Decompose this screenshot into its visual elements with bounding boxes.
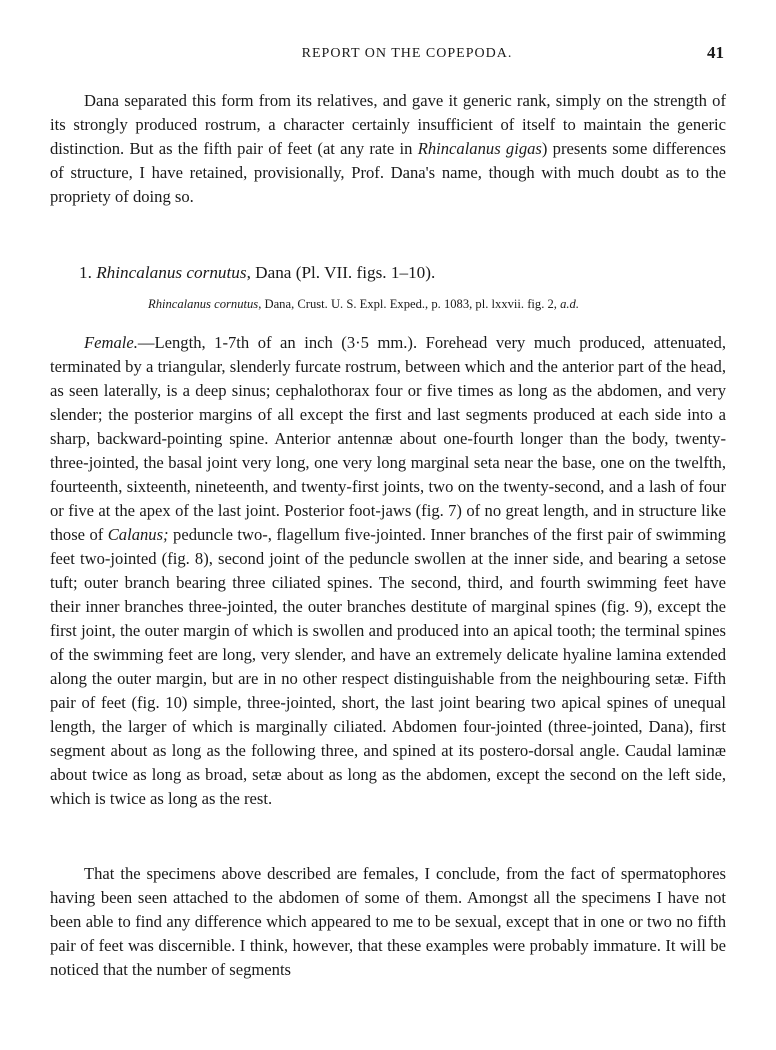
citation-species: Rhincalanus cornutus [148,297,259,311]
intro-text-2: ) presents some differences of structure, I have retained, provisionally, Prof. Dana's name, though with much doubt as to the propriety of doing so. [50,139,726,206]
intro-text-1: Dana separated this form from its relatives, and gave it generic rank, simply on the strength of its strongly produced rostrum, a character certainly insufficient of itself to maintain the generic distinction. But as the fifth pair of feet (at any rate in [50,91,726,158]
citation-figs: a.d. [560,297,579,311]
section-authority: , Dana (Pl. VII. figs. 1–10). [246,263,436,282]
description-text-2: peduncle two-, flagellum five-jointed. Inner branches of the first pair of swimming feet two-jointed (fig. 8), second joint of the peduncle swollen at the inner side, and bearing a setose tuft; outer branch bearing three ciliated spines. The second, third, and fourth swimming feet have their inner branches three-jointed, the outer branches destitute of marginal spines (fig. 9), except the first joint, the outer margin of which is swollen and produced into an apical tooth; the terminal spines of the swimming feet are long, very slender, and have an extremely delicate hyaline lamina extended along the outer margin, but are in no other respect distinguishable from the neighbouring setæ. Fifth pair of feet (fig. 10) simple, three-jointed, short, the last joint bearing two apical spines of unequal length, the larger of which is marginally ciliated. Abdomen four-jointed (three-jointed, Dana), first segment about as long as the following three, and spined at its postero-dorsal angle. Caudal laminæ about twice as long as broad, setæ about as long as the abdomen, except the second on the left side, which is twice as long as the rest. [50,525,726,808]
intro-species: Rhincalanus gigas [417,139,542,158]
section-heading [79,263,435,283]
page-number: 41 [707,43,724,62]
synonymy-citation [148,297,738,312]
conclusion-paragraph [50,862,726,982]
conclusion-text: That the specimens above described are females, I conclude, from the fact of spermatophores having been seen attached to the abdomen of some of them. Amongst all the specimens I have not been able to find any difference which appeared to me to be sexual, except that in one or two no fifth pair of feet was discernible. I think, however, that these examples were probably immature. It will be noticed that the number of segments [50,864,726,979]
citation-text: , Dana, Crust. U. S. Expl. Exped., p. 1083, pl. lxxvii. fig. 2, [258,297,561,311]
section-species: Rhincalanus cornutus [96,263,247,282]
description-text-1: —Length, 1-7th of an inch (3·5 mm.). Forehead very much produced, attenuated, terminated by a triangular, slenderly furcate rostrum, between which and the anterior part of the head, as seen laterally, is a deep sinus; cephalothorax four or five times as long as the abdomen, and very slender; the posterior margins of all except the first and last segments produced at each side into a sharp, backward-pointing spine. Anterior antennæ about one-fourth longer than the body, twenty-three-jointed, the basal joint very long, one very long marginal seta near the base, one on the twelfth, fourteenth, sixteenth, nineteenth, and twenty-first joints, two on the twenty-second, and a lash of four or five at the apex of the last joint. Posterior foot-jaws (fig. 7) of no great length, and in structure like those of [50,333,726,544]
description-genus: Calanus; [107,525,169,544]
description-label: Female. [84,333,138,352]
running-title: REPORT ON THE COPEPODA. [301,46,513,61]
page-header [90,43,724,70]
section-number: 1. [79,263,92,282]
intro-paragraph [50,89,726,209]
description-paragraph [50,331,726,811]
